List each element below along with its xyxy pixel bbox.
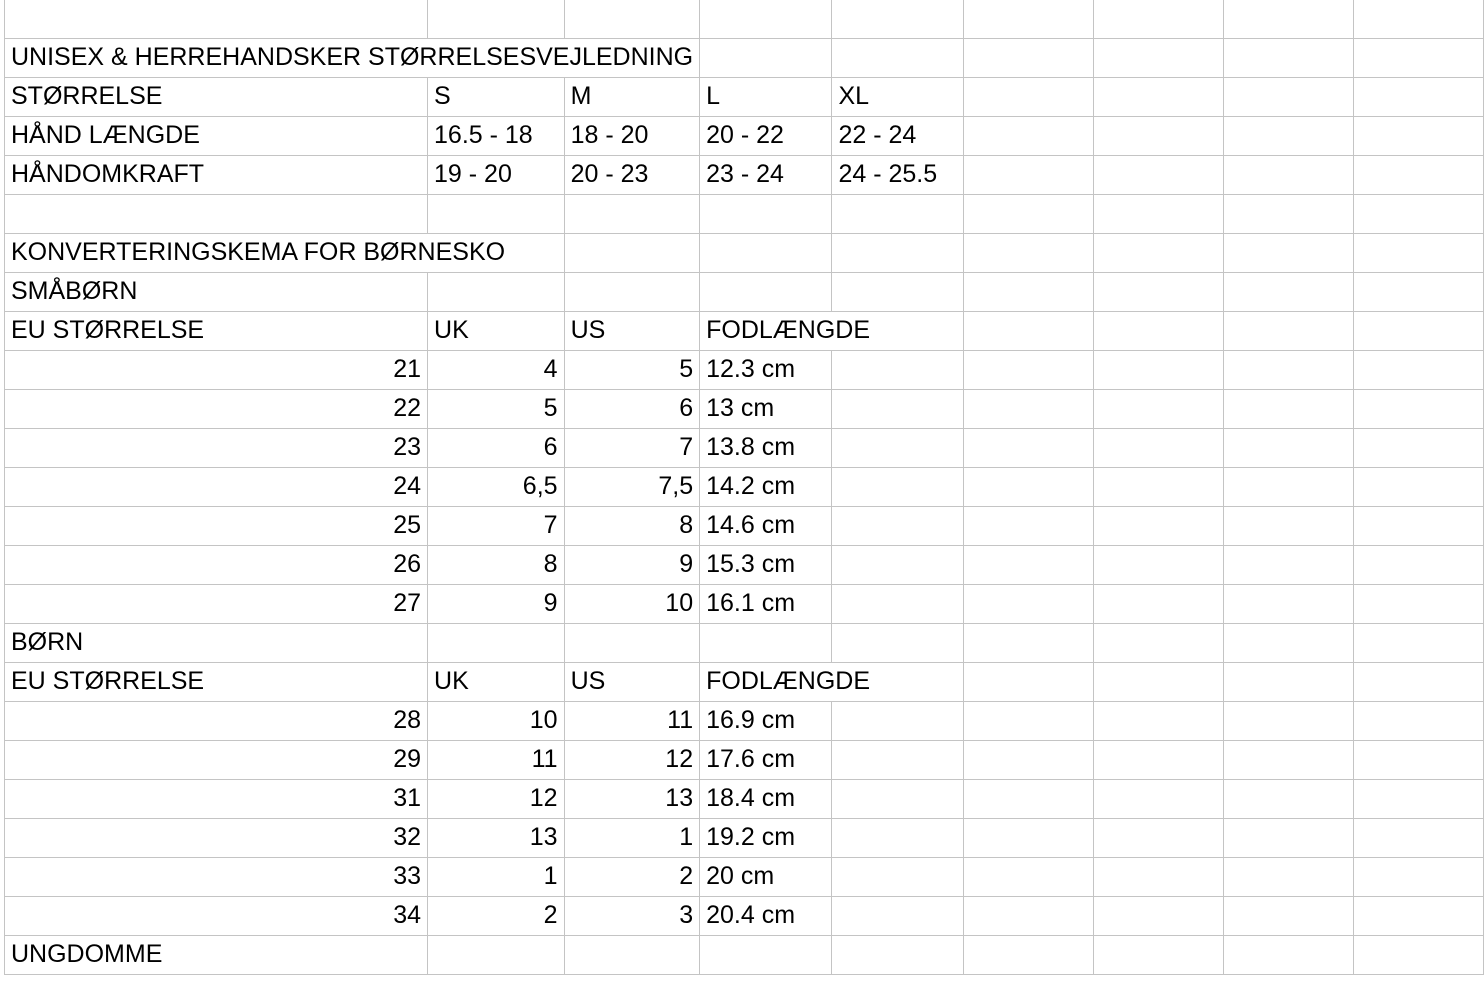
cell[interactable] — [1094, 428, 1224, 467]
cell[interactable] — [1354, 155, 1484, 194]
cell[interactable] — [964, 935, 1094, 974]
cell[interactable] — [1354, 233, 1484, 272]
cell[interactable] — [1094, 818, 1224, 857]
us-size-cell[interactable]: 7,5 — [564, 467, 700, 506]
cell[interactable] — [964, 506, 1094, 545]
cell[interactable] — [1223, 233, 1353, 272]
cell[interactable] — [832, 428, 964, 467]
cell[interactable] — [832, 272, 964, 311]
uk-size-cell[interactable]: 10 — [428, 701, 565, 740]
cell[interactable] — [1223, 584, 1353, 623]
uk-size-cell[interactable]: 12 — [428, 779, 565, 818]
cell[interactable] — [964, 545, 1094, 584]
hand-circ-cell[interactable]: 20 - 23 — [564, 155, 700, 194]
foot-length-cell[interactable]: 16.9 cm — [700, 701, 832, 740]
us-size-cell[interactable]: 7 — [564, 428, 700, 467]
cell[interactable] — [1354, 116, 1484, 155]
table-row — [5, 545, 1484, 584]
cell[interactable] — [964, 116, 1094, 155]
row-hand-length — [5, 116, 1484, 155]
uk-size-cell[interactable]: 8 — [428, 545, 565, 584]
cell[interactable] — [1094, 194, 1224, 233]
foot-length-cell[interactable]: 18.4 cm — [700, 779, 832, 818]
uk-size-cell[interactable]: 11 — [428, 740, 565, 779]
row-toddler-label — [5, 272, 1484, 311]
hand-circ-label-cell[interactable]: HÅNDOMKRAFT — [5, 155, 428, 194]
cell[interactable] — [1354, 818, 1484, 857]
table-row — [5, 740, 1484, 779]
cell[interactable] — [964, 740, 1094, 779]
header-eu-cell[interactable]: EU STØRRELSE — [5, 662, 428, 701]
foot-length-cell[interactable]: 14.2 cm — [700, 467, 832, 506]
foot-length-cell[interactable]: 15.3 cm — [700, 545, 832, 584]
cell[interactable] — [428, 935, 565, 974]
cell[interactable] — [964, 38, 1094, 77]
cell[interactable] — [1354, 350, 1484, 389]
cell[interactable] — [1223, 896, 1353, 935]
spreadsheet-grid — [4, 0, 1484, 975]
table-row — [5, 701, 1484, 740]
cell[interactable] — [1354, 311, 1484, 350]
uk-size-cell[interactable]: 9 — [428, 584, 565, 623]
cell[interactable] — [1223, 935, 1353, 974]
cell[interactable] — [1223, 818, 1353, 857]
cell[interactable] — [964, 467, 1094, 506]
us-size-cell[interactable]: 11 — [564, 701, 700, 740]
cell[interactable] — [1223, 428, 1353, 467]
header-foot-length-cell[interactable]: FODLÆNGDE — [700, 662, 964, 701]
cell[interactable] — [700, 935, 832, 974]
cell[interactable] — [1354, 935, 1484, 974]
cell[interactable] — [5, 0, 428, 38]
cell[interactable] — [1094, 38, 1224, 77]
foot-length-cell[interactable]: 17.6 cm — [700, 740, 832, 779]
cell[interactable] — [832, 779, 964, 818]
cell[interactable] — [964, 428, 1094, 467]
cell[interactable] — [1094, 233, 1224, 272]
us-size-cell[interactable]: 5 — [564, 350, 700, 389]
foot-length-cell[interactable]: 20.4 cm — [700, 896, 832, 935]
eu-size-cell[interactable]: 27 — [5, 584, 428, 623]
cell[interactable] — [832, 0, 964, 38]
foot-length-cell[interactable]: 13.8 cm — [700, 428, 832, 467]
cell[interactable] — [700, 0, 832, 38]
size-cell[interactable]: XL — [832, 77, 964, 116]
cell[interactable] — [1094, 701, 1224, 740]
cell[interactable] — [1223, 701, 1353, 740]
header-uk-cell[interactable]: UK — [428, 311, 565, 350]
cell[interactable] — [1223, 740, 1353, 779]
table-row — [5, 584, 1484, 623]
cell[interactable] — [1094, 116, 1224, 155]
youth-label-cell[interactable]: UNGDOMME — [5, 935, 428, 974]
eu-size-cell[interactable]: 29 — [5, 740, 428, 779]
cell[interactable] — [1094, 0, 1224, 38]
cell[interactable] — [832, 857, 964, 896]
table-row — [5, 506, 1484, 545]
cell[interactable] — [564, 0, 700, 38]
cell[interactable] — [832, 545, 964, 584]
hand-length-cell[interactable]: 20 - 22 — [700, 116, 832, 155]
eu-size-cell[interactable]: 26 — [5, 545, 428, 584]
cell[interactable] — [832, 701, 964, 740]
cell[interactable] — [700, 623, 832, 662]
cell[interactable] — [832, 506, 964, 545]
table-row — [5, 389, 1484, 428]
size-cell[interactable]: S — [428, 77, 565, 116]
cell[interactable] — [1223, 662, 1353, 701]
cell[interactable] — [1223, 779, 1353, 818]
cell[interactable] — [1094, 311, 1224, 350]
foot-length-cell[interactable]: 14.6 cm — [700, 506, 832, 545]
cell[interactable] — [1094, 857, 1224, 896]
row-children-label — [5, 623, 1484, 662]
cell[interactable] — [1094, 77, 1224, 116]
cell[interactable] — [1354, 77, 1484, 116]
cell[interactable] — [964, 818, 1094, 857]
uk-size-cell[interactable]: 6,5 — [428, 467, 565, 506]
uk-size-cell[interactable]: 1 — [428, 857, 565, 896]
foot-length-cell[interactable]: 20 cm — [700, 857, 832, 896]
cell[interactable] — [1354, 662, 1484, 701]
cell[interactable] — [964, 0, 1094, 38]
cell[interactable] — [564, 272, 700, 311]
cell[interactable] — [1223, 272, 1353, 311]
cell[interactable] — [964, 272, 1094, 311]
header-us-cell[interactable]: US — [564, 311, 700, 350]
cell[interactable] — [964, 701, 1094, 740]
table-row — [5, 779, 1484, 818]
cell[interactable] — [964, 77, 1094, 116]
us-size-cell[interactable]: 13 — [564, 779, 700, 818]
cell[interactable] — [1223, 194, 1353, 233]
cell[interactable] — [1094, 155, 1224, 194]
cell[interactable] — [832, 350, 964, 389]
cell[interactable] — [428, 623, 565, 662]
cell[interactable] — [1094, 740, 1224, 779]
cell[interactable] — [1094, 779, 1224, 818]
cell[interactable] — [1354, 779, 1484, 818]
row-empty-6 — [5, 194, 1484, 233]
eu-size-cell[interactable]: 23 — [5, 428, 428, 467]
hand-circ-cell[interactable]: 19 - 20 — [428, 155, 565, 194]
table-row — [5, 857, 1484, 896]
cell[interactable] — [1223, 857, 1353, 896]
kids-title-cell[interactable]: KONVERTERINGSKEMA FOR BØRNESKO — [5, 233, 565, 272]
cell[interactable] — [1094, 662, 1224, 701]
cell[interactable] — [1094, 506, 1224, 545]
hand-length-cell[interactable]: 22 - 24 — [832, 116, 964, 155]
cell[interactable] — [832, 233, 964, 272]
row-youth-label — [5, 935, 1484, 974]
us-size-cell[interactable]: 3 — [564, 896, 700, 935]
cell[interactable] — [964, 779, 1094, 818]
cell[interactable] — [832, 818, 964, 857]
cell[interactable] — [1354, 0, 1484, 38]
cell[interactable] — [1094, 350, 1224, 389]
cell[interactable] — [1354, 506, 1484, 545]
cell[interactable] — [1223, 155, 1353, 194]
cell[interactable] — [964, 233, 1094, 272]
uk-size-cell[interactable]: 4 — [428, 350, 565, 389]
hand-length-label-cell[interactable]: HÅND LÆNGDE — [5, 116, 428, 155]
uk-size-cell[interactable]: 6 — [428, 428, 565, 467]
eu-size-cell[interactable]: 32 — [5, 818, 428, 857]
cell[interactable] — [564, 233, 700, 272]
cell[interactable] — [1354, 389, 1484, 428]
hand-circ-cell[interactable]: 24 - 25.5 — [832, 155, 964, 194]
row-kids-title — [5, 233, 1484, 272]
cell[interactable] — [1354, 623, 1484, 662]
cell[interactable] — [564, 935, 700, 974]
cell[interactable] — [1223, 77, 1353, 116]
cell[interactable] — [1223, 0, 1353, 38]
size-cell[interactable]: L — [700, 77, 832, 116]
row-gloves-sizes — [5, 77, 1484, 116]
cell[interactable] — [1094, 545, 1224, 584]
cell[interactable] — [1094, 896, 1224, 935]
gloves-title-cell[interactable]: UNISEX & HERREHANDSKER STØRRELSESVEJLEDNING — [5, 38, 700, 77]
cell[interactable] — [564, 194, 700, 233]
size-cell[interactable]: M — [564, 77, 700, 116]
cell[interactable] — [1354, 272, 1484, 311]
row-hand-circumference — [5, 155, 1484, 194]
cell[interactable] — [832, 467, 964, 506]
us-size-cell[interactable]: 12 — [564, 740, 700, 779]
cell[interactable] — [700, 38, 832, 77]
hand-circ-cell[interactable]: 23 - 24 — [700, 155, 832, 194]
us-size-cell[interactable]: 2 — [564, 857, 700, 896]
cell[interactable] — [1354, 194, 1484, 233]
cell[interactable] — [964, 662, 1094, 701]
cell[interactable] — [964, 857, 1094, 896]
cell[interactable] — [832, 38, 964, 77]
row-toddler-headers — [5, 311, 1484, 350]
cell[interactable] — [1354, 740, 1484, 779]
eu-size-cell[interactable]: 24 — [5, 467, 428, 506]
table-row — [5, 896, 1484, 935]
cell[interactable] — [1094, 623, 1224, 662]
cell[interactable] — [428, 194, 565, 233]
cell[interactable] — [1354, 896, 1484, 935]
cell[interactable] — [1223, 389, 1353, 428]
cell[interactable] — [1354, 467, 1484, 506]
cell[interactable] — [1354, 38, 1484, 77]
eu-size-cell[interactable]: 22 — [5, 389, 428, 428]
cell[interactable] — [1223, 350, 1353, 389]
uk-size-cell[interactable]: 5 — [428, 389, 565, 428]
header-eu-cell[interactable]: EU STØRRELSE — [5, 311, 428, 350]
table-row — [5, 428, 1484, 467]
header-uk-cell[interactable]: UK — [428, 662, 565, 701]
cell[interactable] — [700, 194, 832, 233]
cell[interactable] — [1223, 506, 1353, 545]
cell[interactable] — [1223, 38, 1353, 77]
cell[interactable] — [832, 935, 964, 974]
cell[interactable] — [1223, 116, 1353, 155]
eu-size-cell[interactable]: 34 — [5, 896, 428, 935]
cell[interactable] — [1094, 467, 1224, 506]
eu-size-cell[interactable]: 33 — [5, 857, 428, 896]
cell[interactable] — [1354, 428, 1484, 467]
cell[interactable] — [1223, 623, 1353, 662]
cell[interactable] — [1094, 935, 1224, 974]
cell[interactable] — [1094, 389, 1224, 428]
us-size-cell[interactable]: 6 — [564, 389, 700, 428]
cell[interactable] — [1094, 272, 1224, 311]
cell[interactable] — [964, 896, 1094, 935]
size-label-cell[interactable]: STØRRELSE — [5, 77, 428, 116]
eu-size-cell[interactable]: 21 — [5, 350, 428, 389]
us-size-cell[interactable]: 8 — [564, 506, 700, 545]
cell[interactable] — [964, 311, 1094, 350]
header-us-cell[interactable]: US — [564, 662, 700, 701]
cell[interactable] — [1354, 857, 1484, 896]
foot-length-cell[interactable]: 13 cm — [700, 389, 832, 428]
cell[interactable] — [832, 740, 964, 779]
hand-length-cell[interactable]: 18 - 20 — [564, 116, 700, 155]
cell[interactable] — [1354, 584, 1484, 623]
cell[interactable] — [832, 584, 964, 623]
table-row — [5, 467, 1484, 506]
cell[interactable] — [564, 623, 700, 662]
cell[interactable] — [832, 194, 964, 233]
table-row — [5, 350, 1484, 389]
cell[interactable] — [1223, 467, 1353, 506]
cell[interactable] — [428, 0, 565, 38]
cell[interactable] — [964, 623, 1094, 662]
foot-length-cell[interactable]: 16.1 cm — [700, 584, 832, 623]
cell[interactable] — [964, 350, 1094, 389]
row-children-headers — [5, 662, 1484, 701]
cell[interactable] — [428, 272, 565, 311]
cell[interactable] — [1354, 701, 1484, 740]
us-size-cell[interactable]: 9 — [564, 545, 700, 584]
cell[interactable] — [964, 584, 1094, 623]
eu-size-cell[interactable]: 31 — [5, 779, 428, 818]
header-foot-length-cell[interactable]: FODLÆNGDE — [700, 311, 964, 350]
cell[interactable] — [832, 389, 964, 428]
table-row — [5, 818, 1484, 857]
foot-length-cell[interactable]: 12.3 cm — [700, 350, 832, 389]
cell[interactable] — [832, 896, 964, 935]
us-size-cell[interactable]: 10 — [564, 584, 700, 623]
cell[interactable] — [964, 194, 1094, 233]
toddler-label-cell[interactable]: SMÅBØRN — [5, 272, 428, 311]
uk-size-cell[interactable]: 2 — [428, 896, 565, 935]
row-gloves-title — [5, 38, 1484, 77]
eu-size-cell[interactable]: 28 — [5, 701, 428, 740]
cell[interactable] — [832, 623, 964, 662]
cell[interactable] — [700, 272, 832, 311]
uk-size-cell[interactable]: 13 — [428, 818, 565, 857]
uk-size-cell[interactable]: 7 — [428, 506, 565, 545]
cell[interactable] — [964, 155, 1094, 194]
cell[interactable] — [1354, 545, 1484, 584]
eu-size-cell[interactable]: 25 — [5, 506, 428, 545]
cell[interactable] — [964, 389, 1094, 428]
row-empty-1 — [5, 0, 1484, 38]
foot-length-cell[interactable]: 19.2 cm — [700, 818, 832, 857]
hand-length-cell[interactable]: 16.5 - 18 — [428, 116, 565, 155]
us-size-cell[interactable]: 1 — [564, 818, 700, 857]
children-label-cell[interactable]: BØRN — [5, 623, 428, 662]
cell[interactable] — [1223, 311, 1353, 350]
cell[interactable] — [700, 233, 832, 272]
cell[interactable] — [1223, 545, 1353, 584]
cell[interactable] — [1094, 584, 1224, 623]
cell[interactable] — [5, 194, 428, 233]
